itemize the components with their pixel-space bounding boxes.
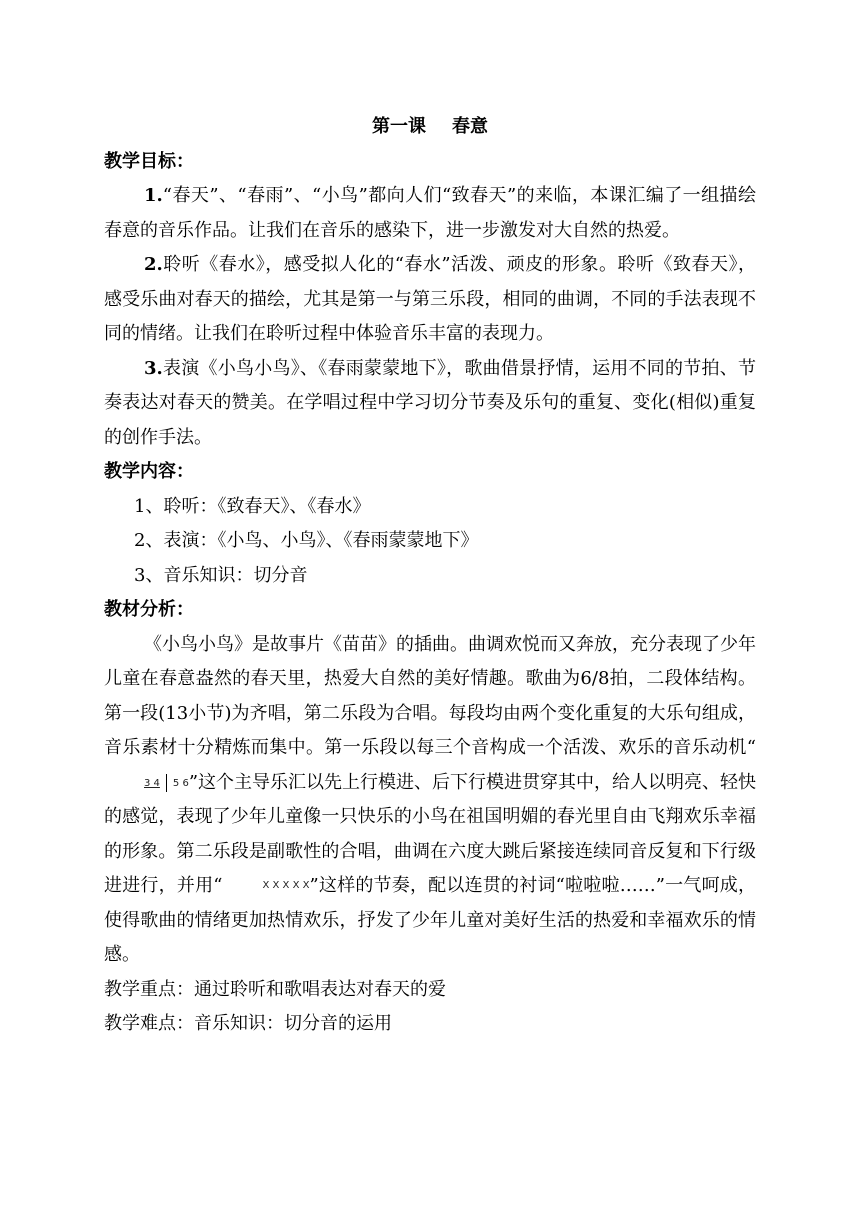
music-motif-notation: 3 4 5 6 xyxy=(104,774,189,792)
difficulty: 教学难点：音乐知识：切分音的运用 xyxy=(104,1013,392,1034)
content-item: 2、表演：《小鸟、小鸟》、《春雨蒙蒙地下》 xyxy=(134,530,479,551)
objective-3: 3.表演《小鸟小鸟》、《春雨蒙蒙地下》，歌曲借景抒情，运用不同的节拍、节奏表达对春天的赞美。在学唱过程中学习切分节奏及乐句的重复、变化(相似)重复的创作手法。 xyxy=(104,357,756,448)
analysis-heading: 教材分析： xyxy=(104,599,194,620)
rhythm-notation: X X X X X xyxy=(262,880,310,891)
content-item: 1、聆听：《致春天》、《春水》 xyxy=(134,495,371,517)
document-page xyxy=(104,110,756,1042)
objectives-heading: 教学目标： xyxy=(104,150,194,172)
key-point: 教学重点：通过聆听和歌唱表达对春天的爱 xyxy=(104,978,446,1000)
title-topic: 春意 xyxy=(452,116,488,137)
objective-2: 2.聆听《春水》，感受拟人化的“春水”活泼、顽皮的形象。聆听《致春天》，感受乐曲对春天的描绘，尤其是第一与第三乐段，相同的曲调，不同的手法表现不同的情绪。让我们在聆听过程中体验音乐丰富的表现力。 xyxy=(104,254,756,344)
page-title xyxy=(104,110,756,145)
analysis-paragraph: 《小鸟小鸟》是故事片《苗苗》的插曲。曲调欢悦而又奔放，充分表现了少年儿童在春意盎然的春天里，热爱大自然的美好情趣。歌曲为6/8拍，二段体结构。第一段(13小节)为齐唱，第二乐段为合唱。每段均由两个变化重复的大乐句组成，音乐素材十分精炼而集中。第一乐段以每三个音构成一个活泼、欢乐的音乐动机“3 4 5 6”这个主导乐汇以先上行模进、后下行模进贯穿其中，给人以明亮、轻快的感觉，表现了少年儿童像一只快乐的小鸟在祖国明媚的春光里自由飞翔欢乐幸福的形象。第二乐段是副歌性的合唱，曲调在六度大跳后紧接连续同音反复和下行级进进行，并用“ X X X X X”这样的节奏，配以连贯的衬词“啦啦啦……”一气呵成，使得歌曲的情绪更加热情欢乐，抒发了少年儿童对美好生活的热爱和幸福欢乐的情感。 xyxy=(104,633,757,965)
content-heading: 教学内容： xyxy=(104,461,194,482)
title-lesson: 第一课 xyxy=(372,116,426,137)
objective-1: 1.“春天”、“春雨”、“小鸟”都向人们“致春天”的来临，本课汇编了一组描绘春意的音乐作品。让我们在音乐的感染下，进一步激发对大自然的热爱。 xyxy=(104,185,756,241)
content-item: 3、音乐知识：切分音 xyxy=(134,564,308,586)
